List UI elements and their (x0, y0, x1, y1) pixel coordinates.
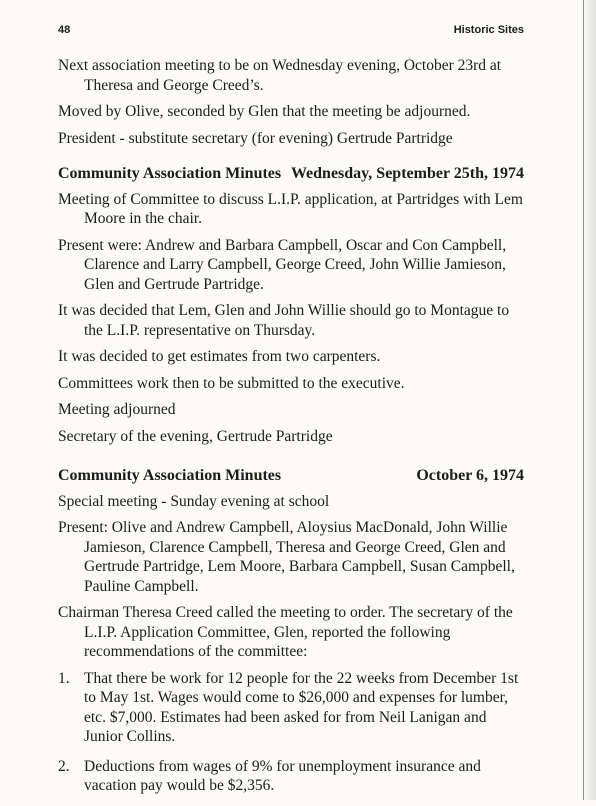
section-date: Wednesday, September 25th, 1974 (290, 165, 524, 182)
intro-paragraph: Moved by Olive, seconded by Glen that the meeting be adjourned. (58, 103, 471, 120)
minutes-paragraph: It was decided to get estimates from two carpenters. (58, 348, 381, 365)
minutes-paragraph: Present: Olive and Andrew Campbell, Aloysius MacDonald, John Willie Jamieson, Clarence Campbell, Theresa and George Creed, Glen and Gertrude Partridge, Lem Moore, Barbara Campbell, Susan Campbell, Pauline Campbell. (58, 519, 515, 595)
intro-paragraph: Next association meeting to be on Wednesday evening, October 23rd at Theresa and George Creed’s. (58, 57, 502, 94)
section-date: October 6, 1974 (416, 467, 524, 484)
minutes-paragraph: Committees work then to be submitted to the executive. (58, 374, 405, 392)
minutes-paragraph: Meeting of Committee to discuss L.I.P. application, at Partridges with Lem Moore in the chair. (58, 190, 523, 227)
minutes-paragraph: Present were: Andrew and Barbara Campbell, Oscar and Con Campbell, Clarence and Larry Campbell, George Creed, John Willie Jamieson, Glen and Gertrude Partridge. (58, 236, 507, 293)
numbered-item (58, 669, 524, 747)
minutes-paragraph: Chairman Theresa Creed called the meeting to order. The secretary of the L.I.P. Application Committee, Glen, reported the following recommendations of the committee: (58, 604, 513, 660)
intro-paragraph: President - substitute secretary (for evening) Gertrude Partridge (58, 129, 453, 147)
section-title: Community Association Minutes (58, 467, 282, 484)
page-edge-shadow (582, 0, 596, 800)
item-text: Deductions from wages of 9% for unemployment insurance and vacation pay would be $2,356. (84, 757, 481, 794)
minutes-paragraph: Secretary of the evening, Gertrude Partridge (58, 427, 333, 445)
item-number: 1. (58, 669, 70, 687)
section-heading (58, 164, 524, 184)
page-number: 48 (58, 24, 71, 36)
minutes-paragraph: It was decided that Lem, Glen and John Willie should go to Montague to the L.I.P. representative on Thursday. (58, 302, 510, 339)
page-body (58, 56, 524, 806)
page-edge-line (583, 0, 584, 800)
minutes-paragraph: Meeting adjourned (58, 401, 176, 418)
item-number: 2. (58, 757, 70, 775)
numbered-item (58, 757, 524, 796)
running-title: Historic Sites (453, 24, 524, 36)
item-text: That there be work for 12 people for the 22 weeks from December 1st to May 1st. Wages would come to $26,000 and expenses for lumber, etc. $7,000. Estimates had been asked for from Neil Lanigan and Junior Collins. (84, 669, 519, 745)
section-title: Community Association Minutes (58, 165, 282, 182)
section-heading (58, 466, 524, 486)
minutes-paragraph: Special meeting - Sunday evening at school (58, 492, 330, 510)
